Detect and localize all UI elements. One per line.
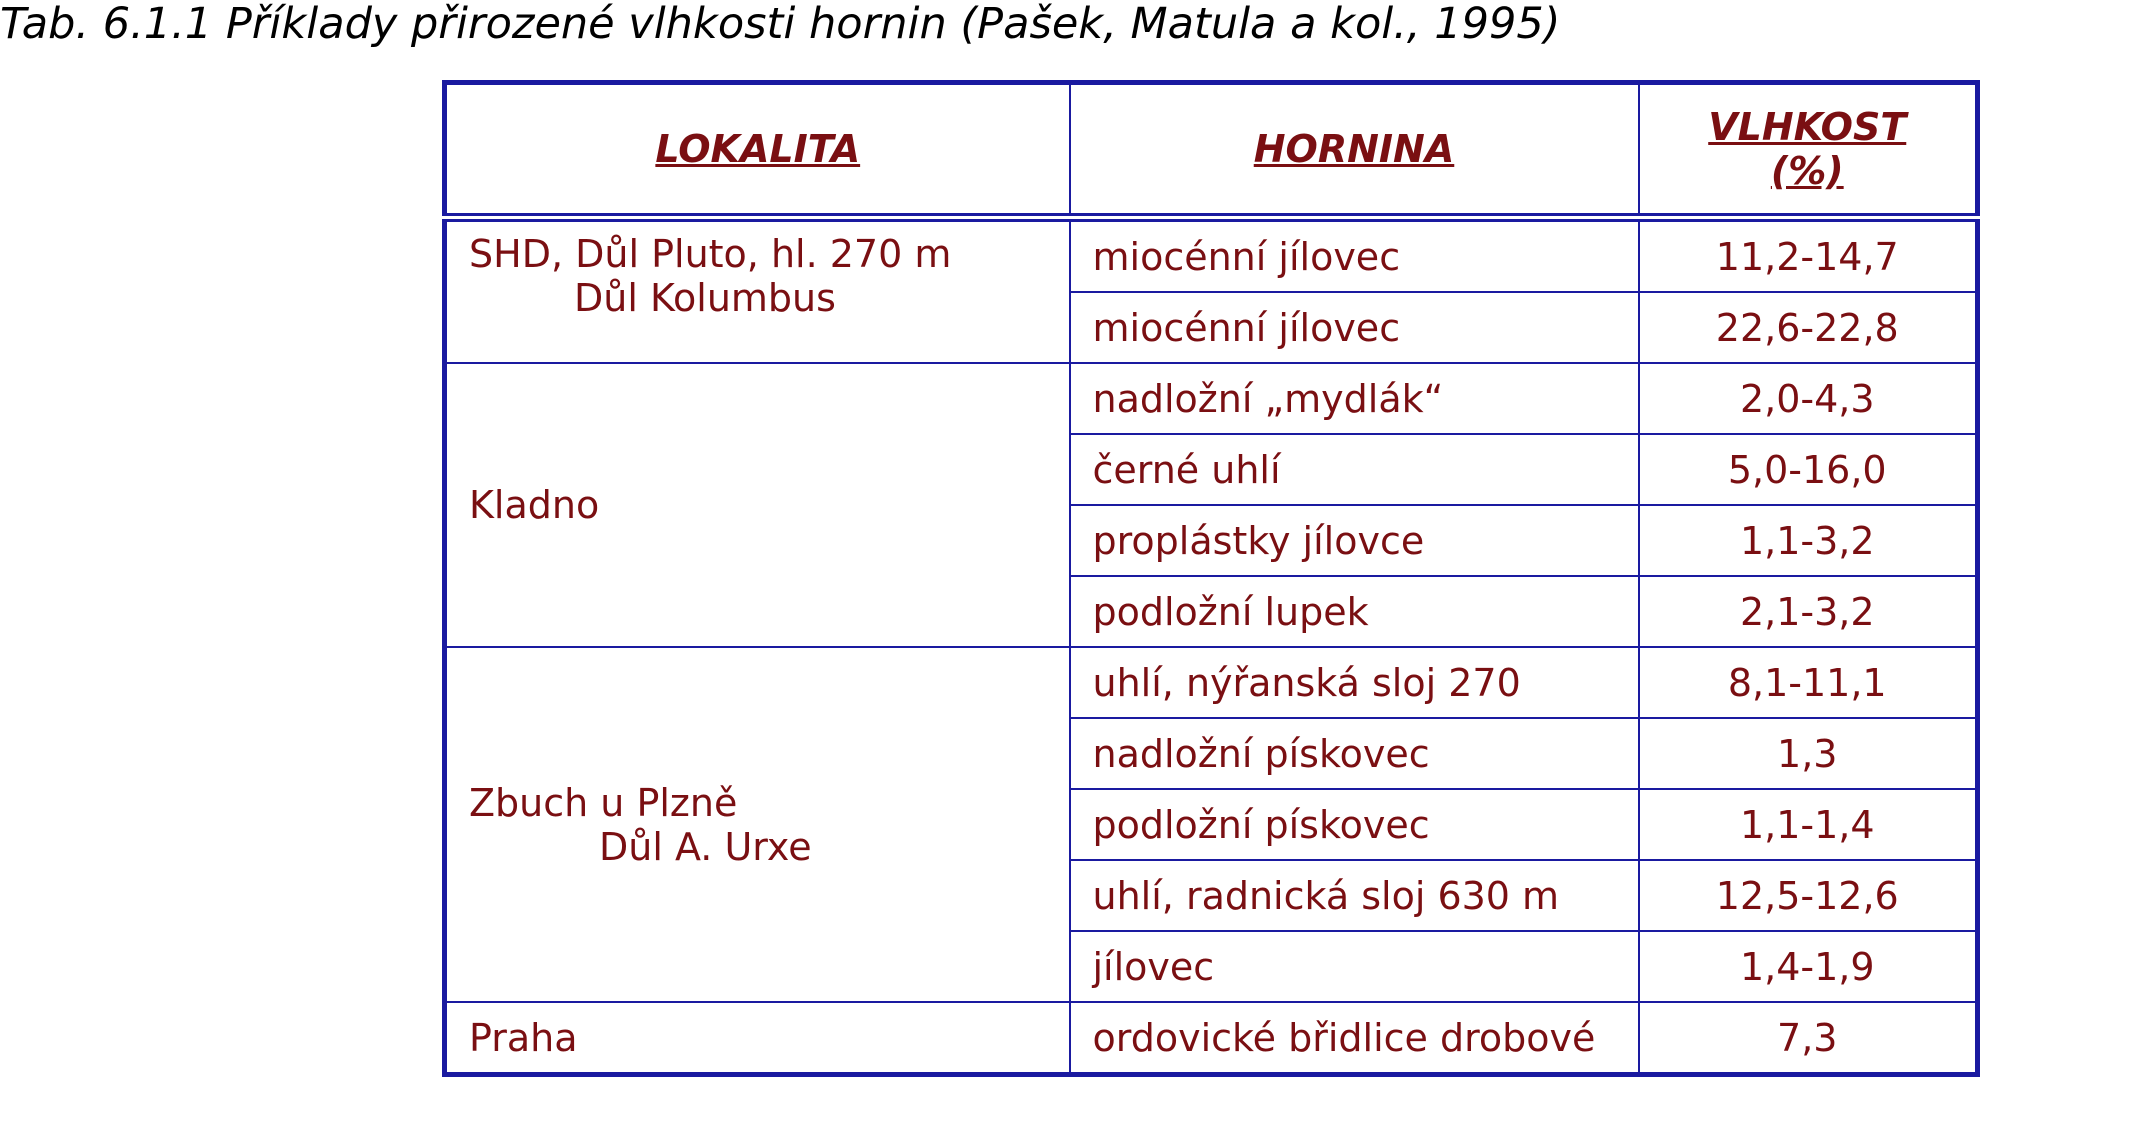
table-row [445,1002,1978,1075]
table-row [445,218,1978,293]
lokalita-line1: Praha [469,1015,578,1060]
header-vlhkost-line2: (%) [1770,149,1844,193]
lokalita-cell [445,1002,1070,1075]
lokalita-line2: Důl A. Urxe [599,824,812,869]
hornina-cell: nadložní pískovec [1070,718,1639,789]
lokalita-cell [445,647,1070,1002]
lokalita-line1: SHD, Důl Pluto, hl. 270 m [469,232,952,276]
vlhkost-cell: 1,1-1,4 [1639,789,1978,860]
header-vlhkost [1639,83,1978,218]
hornina-cell: jílovec [1070,931,1639,1002]
hornina-cell: uhlí, nýřanská sloj 270 [1070,647,1639,718]
lokalita-cell [445,363,1070,647]
hornina-cell: miocénní jílovec [1070,292,1639,363]
table-row [445,363,1978,434]
header-row [445,83,1978,218]
hornina-cell: miocénní jílovec [1070,218,1639,293]
hornina-cell: ordovické břidlice drobové [1070,1002,1639,1075]
table-row [445,647,1978,718]
vlhkost-cell: 7,3 [1639,1002,1978,1075]
vlhkost-cell: 8,1-11,1 [1639,647,1978,718]
lokalita-line2: Důl Kolumbus [574,276,836,320]
vlhkost-cell: 1,1-3,2 [1639,505,1978,576]
lokalita-cell [445,218,1070,364]
hornina-cell: černé uhlí [1070,434,1639,505]
hornina-cell: podložní lupek [1070,576,1639,647]
lokalita-line1: Kladno [469,483,600,527]
moisture-table-container [442,80,1975,1077]
table-caption: Tab. 6.1.1 Příklady přirozené vlhkosti hornin (Pašek, Matula a kol., 1995) [0,0,1561,49]
vlhkost-cell: 2,0-4,3 [1639,363,1978,434]
vlhkost-cell: 1,4-1,9 [1639,931,1978,1002]
vlhkost-cell: 1,3 [1639,718,1978,789]
hornina-cell: nadložní „mydlák“ [1070,363,1639,434]
header-hornina: HORNINA [1070,83,1639,218]
lokalita-line1: Zbuch u Plzně [469,780,738,825]
vlhkost-cell: 12,5-12,6 [1639,860,1978,931]
hornina-cell: proplástky jílovce [1070,505,1639,576]
vlhkost-cell: 11,2-14,7 [1639,218,1978,293]
vlhkost-cell: 2,1-3,2 [1639,576,1978,647]
vlhkost-cell: 22,6-22,8 [1639,292,1978,363]
header-lokalita: LOKALITA [445,83,1070,218]
header-vlhkost-line1: VLHKOST [1708,105,1907,149]
vlhkost-cell: 5,0-16,0 [1639,434,1978,505]
hornina-cell: uhlí, radnická sloj 630 m [1070,860,1639,931]
hornina-cell: podložní pískovec [1070,789,1639,860]
rock-moisture-table [442,80,1980,1077]
